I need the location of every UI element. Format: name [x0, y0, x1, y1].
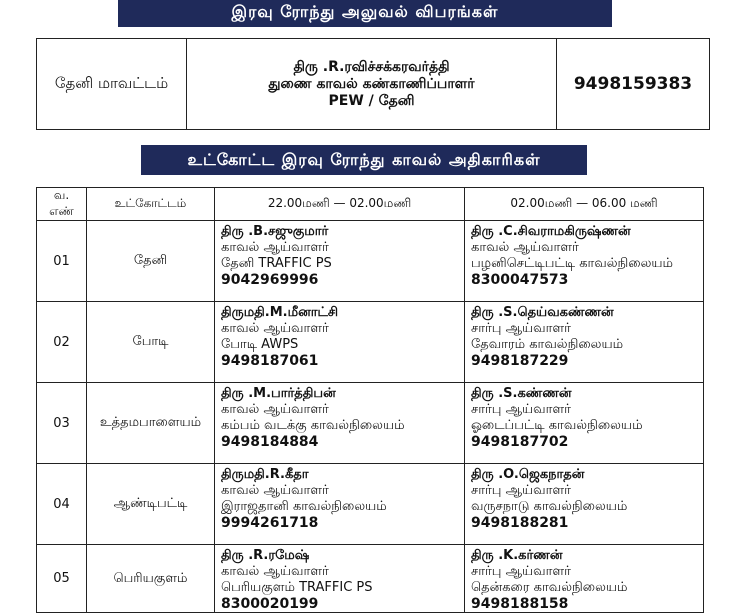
officer-rank: காவல் ஆய்வாளர் [221, 483, 329, 498]
table-header-row [37, 188, 704, 221]
officer-phone: 9498184884 [221, 434, 319, 450]
officer-phone: 9498159383 [557, 39, 710, 130]
officer-phone: 9042969996 [221, 272, 319, 288]
officer-phone: 9498187229 [471, 353, 569, 369]
officer-rank: காவல் ஆய்வாளர் [221, 240, 329, 255]
table-row [37, 302, 704, 383]
officer-station: தேவாரம் காவல்நிலையம் [471, 337, 624, 352]
officer-station: வருசநாடு காவல்நிலையம் [471, 499, 628, 514]
officer-info-table [36, 38, 710, 130]
officer-name: திருமதி.M.மீனாட்சி [221, 305, 339, 320]
officer-rank: காவல் ஆய்வாளர் [221, 402, 329, 417]
row-sno: 02 [37, 302, 87, 383]
officer-station: போடி AWPS [221, 337, 299, 352]
row-sno: 01 [37, 221, 87, 302]
patrol-table [36, 187, 704, 613]
shift2-officer [465, 302, 704, 383]
district-name: தேனி மாவட்டம் [37, 39, 187, 130]
header-shift-2: 02.00மணி — 06.00 மணி [465, 188, 704, 221]
row-subdivision: பெரியகுளம் [87, 545, 215, 613]
table-row [37, 221, 704, 302]
officer-station: கம்பம் வடக்கு காவல்நிலையம் [221, 418, 405, 433]
shift1-officer [215, 383, 465, 464]
officer-station: தென்கரை காவல்நிலையம் [471, 580, 628, 595]
officer-rank: காவல் ஆய்வாளர் [221, 564, 329, 579]
shift1-officer [215, 545, 465, 613]
officer-phone: 9994261718 [221, 515, 319, 531]
officer-rank: சார்பு ஆய்வாளர் [471, 564, 571, 579]
row-subdivision: உத்தமபாளையம் [87, 383, 215, 464]
officer-designation: துணை காவல் கண்காணிப்பாளர் [268, 75, 475, 92]
officer-phone: 8300047573 [471, 272, 569, 288]
shift1-officer [215, 221, 465, 302]
officer-rank: காவல் ஆய்வாளர் [471, 240, 579, 255]
officer-name: திரு .B.சஜுகுமார் [221, 224, 329, 239]
officer-name: திரு .O.ஜெகநாதன் [471, 467, 585, 482]
row-sno: 03 [37, 383, 87, 464]
officer-station: தேனி TRAFFIC PS [221, 256, 332, 271]
section-title: உட்கோட்ட இரவு ரோந்து காவல் அதிகாரிகள் [141, 145, 587, 175]
shift1-officer [215, 464, 465, 545]
row-sno: 05 [37, 545, 87, 613]
officer-name: திருமதி.R.கீதா [221, 467, 309, 482]
shift1-officer [215, 302, 465, 383]
officer-name: திரு .R.ரவிச்சக்கரவர்த்தி [293, 58, 450, 75]
officer-name: திரு .S.கண்ணன் [471, 386, 572, 401]
officer-station: ஓடைப்பட்டி காவல்நிலையம் [471, 418, 643, 433]
officer-office: PEW / தேனி [328, 92, 415, 109]
row-sno: 04 [37, 464, 87, 545]
officer-phone: 9498187061 [221, 353, 319, 369]
officer-phone: 9498188158 [471, 596, 569, 612]
page-title: இரவு ரோந்து அலுவல் விபரங்கள் [118, 0, 612, 27]
row-subdivision: போடி [87, 302, 215, 383]
header-sno: வ. எண் [37, 188, 87, 221]
officer-phone: 9498188281 [471, 515, 569, 531]
shift2-officer [465, 545, 704, 613]
officer-rank: சார்பு ஆய்வாளர் [471, 321, 571, 336]
row-subdivision: ஆண்டிபட்டி [87, 464, 215, 545]
officer-station: பெரியகுளம் TRAFFIC PS [221, 580, 373, 595]
shift2-officer [465, 464, 704, 545]
shift2-officer [465, 221, 704, 302]
officer-phone: 8300020199 [221, 596, 319, 612]
header-shift-1: 22.00மணி — 02.00மணி [215, 188, 465, 221]
officer-details [187, 39, 557, 130]
officer-rank: சார்பு ஆய்வாளர் [471, 402, 571, 417]
officer-rank: சார்பு ஆய்வாளர் [471, 483, 571, 498]
officer-station: பழனிசெட்டிபட்டி காவல்நிலையம் [471, 256, 674, 271]
table-row [37, 464, 704, 545]
table-row [37, 545, 704, 613]
officer-name: திரு .S.தெய்வகண்ணன் [471, 305, 614, 320]
shift2-officer [465, 383, 704, 464]
officer-name: திரு .M.பார்த்திபன் [221, 386, 336, 401]
row-subdivision: தேனி [87, 221, 215, 302]
table-row [37, 383, 704, 464]
officer-name: திரு .C.சிவராமகிருஷ்ணன் [471, 224, 631, 239]
officer-phone: 9498187702 [471, 434, 569, 450]
officer-station: இராஜதானி காவல்நிலையம் [221, 499, 387, 514]
officer-rank: காவல் ஆய்வாளர் [221, 321, 329, 336]
officer-name: திரு .K.கர்ணன் [471, 548, 563, 563]
header-subdivision: உட்கோட்டம் [87, 188, 215, 221]
officer-name: திரு .R.ரமேஷ் [221, 548, 310, 563]
